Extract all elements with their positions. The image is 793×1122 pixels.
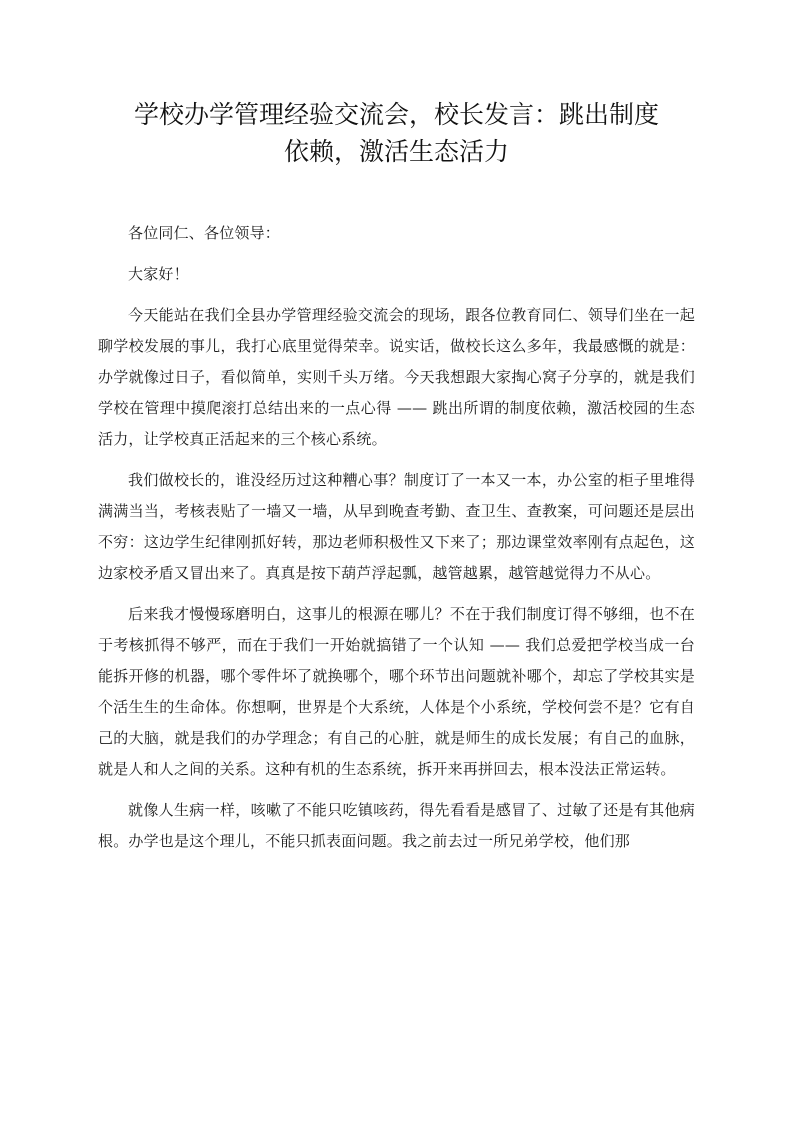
document-body (98, 218, 695, 867)
paragraph: 后来我才慢慢琢磨明白，这事儿的根源在哪儿？不在于我们制度订得不够细，也不在于考核抓得不够严，而在于我们一开始就搞错了一个认知 —— 我们总爱把学校当成一台能拆开修的机器，哪个零件坏了就换哪个，哪个环节出问题就补哪个，却忘了学校其实是个活生生的生命体。你想啊，世界是个大系统，人体是个小系统，学校何尝不是？它有自己的大脑，就是我们的办学理念；有自己的心脏，就是师生的成长发展；有自己的血脉，就是人和人之间的关系。这种有机的生态系统，拆开来再拼回去，根本没法正常运转。 (98, 605, 695, 778)
title-line-2: 依赖，激活生态活力 (283, 137, 509, 166)
paragraph: 我们做校长的，谁没经历过这种糟心事？制度订了一本又一本，办公室的柜子里堆得满满当当，考核表贴了一墙又一墙，从早到晚查考勤、查卫生、查教案，可问题还是层出不穷：这边学生纪律刚抓好转，那边老师积极性又下来了；那边课堂效率刚有点起色，这边家校矛盾又冒出来了。真真是按下葫芦浮起瓢，越管越累，越管越觉得力不从心。 (98, 471, 695, 582)
title-line-1: 学校办学管理经验交流会，校长发言：跳出制度 (133, 100, 659, 129)
page-title (90, 96, 703, 170)
salutation: 各位同仁、各位领导： (128, 224, 281, 242)
greeting: 大家好！ (128, 265, 189, 283)
paragraph: 就像人生病一样，咳嗽了不能只吃镇咳药，得先看看是感冒了、过敏了还是有其他病根。办学也是这个理儿，不能只抓表面问题。我之前去过一所兄弟学校，他们那 (98, 801, 695, 850)
paragraph: 今天能站在我们全县办学管理经验交流会的现场，跟各位教育同仁、领导们坐在一起聊学校发展的事儿，我打心底里觉得荣幸。说实话，做校长这么多年，我最感慨的就是：办学就像过日子，看似简单，实则千头万绪。今天我想跟大家掏心窝子分享的，就是我们学校在管理中摸爬滚打总结出来的一点心得 —— 跳出所谓的制度依赖，激活校园的生态活力，让学校真正活起来的三个核心系统。 (98, 306, 695, 448)
